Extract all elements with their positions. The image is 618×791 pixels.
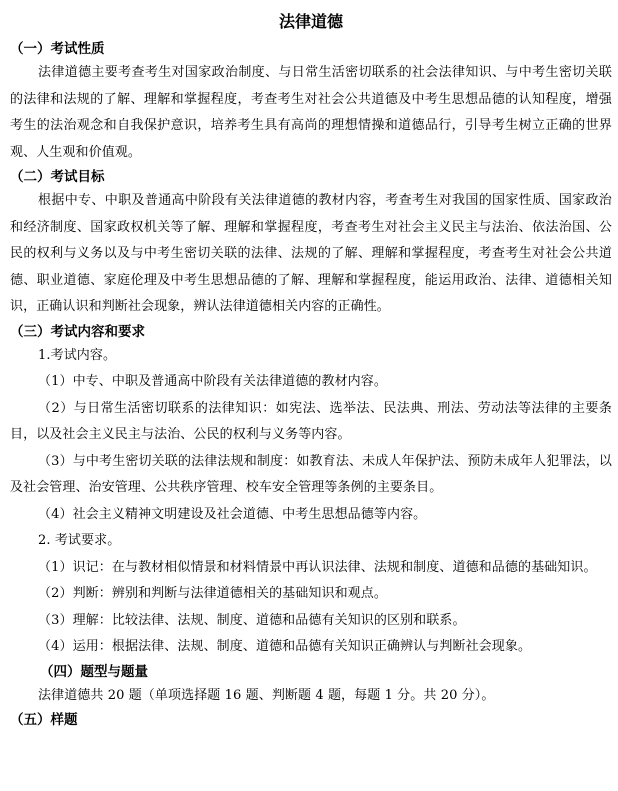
content-item: （3）理解：比较法律、法规、制度、道德和品德有关知识的区别和联系。	[38, 612, 466, 628]
section-heading-sample: （五）样题	[10, 712, 78, 728]
document-title: 法律道德	[278, 12, 343, 31]
section-body-objectives: 根据中专、中职及普通高中阶段有关法律道德的教材内容，考查考生对我国的国家性质、国家政治和经济制度、国家政权机关等了解、理解和掌握程度，考查考生对社会主义民主与法治、依法治国、公民的权利与义务以及与中考生密切关联的法律、法规的了解、理解和掌握程度，考查考生对社会公共道德、职业道德、家庭伦理及中考生思想品德的了解、理解和掌握程度，能运用政治、法律、道德相关知识，正确认识和判断社会现象，辨认法律道德相关内容的正确性。	[10, 193, 612, 314]
section-heading-question-types: （四）题型与题量	[40, 663, 148, 680]
content-item: （1）中专、中职及普通高中阶段有关法律道德的教材内容。	[38, 374, 387, 389]
section-body-nature: 法律道德主要考查考生对国家政治制度、与日常生活密切联系的社会法律知识、与中考生密切关联的法律和法规的了解、理解和掌握程度，考查考生对社会公共道德及中考生思想品德的认知程度，增强考生的法治观念和自我保护意识，培养考生具有高尚的理想情操和道德品行，引导考生树立正确的世界观、人生观和价值观。	[10, 65, 612, 160]
section-body-question-types: 法律道德共 20 题（单项选择题 16 题、判断题 4 题，每题 1 分。共 20 分）。	[38, 687, 495, 703]
content-item: （3）与中考生密切关联的法律法规和制度：如教育法、未成人年保护法、预防未成年人犯罪法，以及社会管理、治安管理、公共秩序管理、校车安全管理等条例的主要条目。	[10, 453, 612, 495]
content-item: （2）与日常生活密切联系的法律知识：如宪法、选举法、民法典、刑法、劳动法等法律的主要条目，以及社会主义民主与法治、公民的权利与义务等内容。	[10, 400, 612, 442]
section-heading-objectives: （二）考试目标	[10, 169, 105, 185]
content-item: （4）运用：根据法律、法规、制度、道德和品德有关知识正确辨认与判断社会现象。	[38, 639, 532, 654]
section-heading-nature: （一）考试性质	[10, 41, 105, 57]
content-item: （2）判断：辨别和判断与法律道德相关的基础知识和观点。	[38, 586, 387, 601]
content-item: （1）识记：在与教材相似情景和材料情景中再认识法律、法规和制度、道德和品德的基础知识。	[38, 559, 597, 575]
content-item: 2. 考试要求。	[38, 533, 121, 548]
content-item: 1.考试内容。	[38, 347, 117, 363]
content-item: （4）社会主义精神文明建设及社会道德、中考生思想品德等内容。	[38, 506, 427, 522]
section-heading-content: （三）考试内容和要求	[10, 323, 145, 340]
